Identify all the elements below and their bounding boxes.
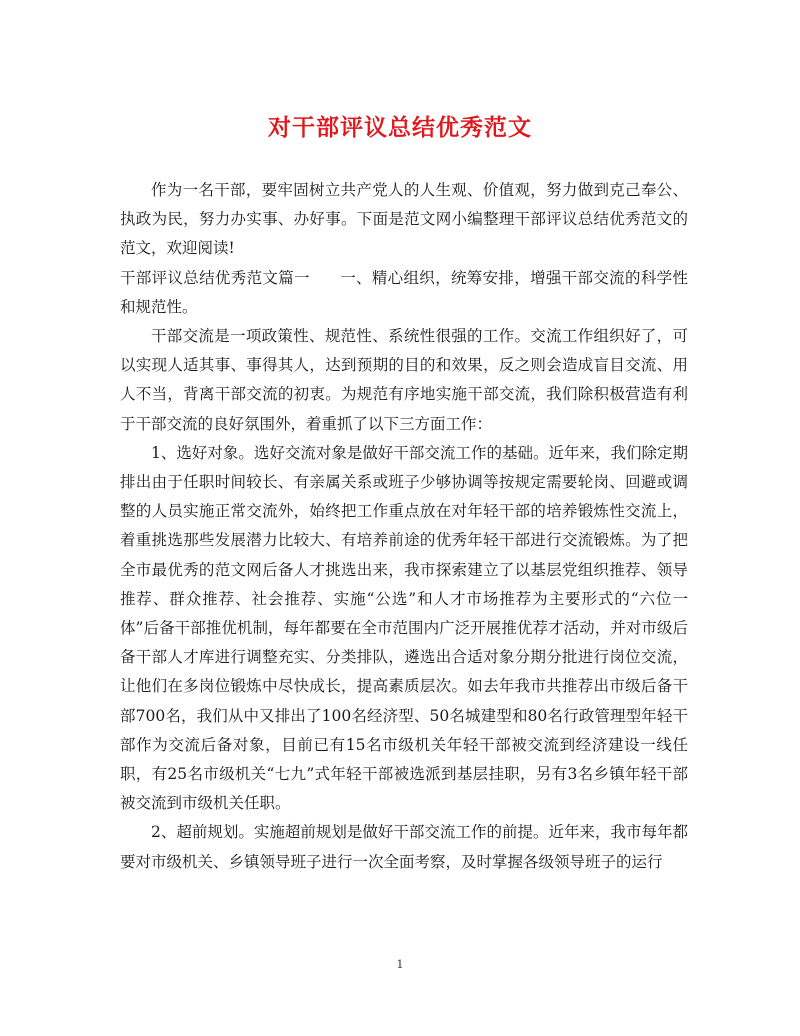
document-title: 对干部评议总结优秀范文 [268, 114, 532, 141]
section-label: 干部评议总结优秀范文篇一 [120, 268, 310, 287]
document-body [120, 176, 688, 877]
intro-paragraph: 作为一名干部，要牢固树立共产党人的人生观、价值观，努力做到克己奉公、执政为民，努力办实事、办好事。下面是范文网小编整理干部评议总结优秀范文的范文，欢迎阅读! [120, 181, 688, 258]
page-number: 1 [396, 958, 404, 971]
section-heading: 一、精心组织，统筹安排，增强干部交流的科学性和规范性。 [120, 268, 688, 316]
body-paragraph: 1、选好对象。选好交流对象是做好干部交流工作的基础。近年来，我们除定期排出由于任职时间较长、有亲属关系或班子少够协调等按规定需要轮岗、回避或调整的人员实施正常交流外，始终把工作重点放在对年轻干部的培养锻炼性交流上，着重挑选那些发展潜力比较大、有培养前途的优秀年轻干部进行交流锻炼。为了把全市最优秀的范文网后备人才挑选出来，我市探索建立了以基层党组织推荐、领导推荐、群众推荐、社会推荐、实施“公选”和人才市场推荐为主要形式的“六位一体”后备干部推优机制，每年都要在全市范围内广泛开展推优荐才活动，并对市级后备干部人才库进行调整充实、分类排队，遴选出合适对象分期分批进行岗位交流，让他们在多岗位锻炼中尽快成长，提高素质层次。如去年我市共推荐出市级后备干部700名，我们从中又排出了100名经济型、50名城建型和80名行政管理型年轻干部作为交流后备对象，目前已有15名市级机关年轻干部被交流到经济建设一线任职，有25名市级机关“七九”式年轻干部被选派到基层挂职，另有3名乡镇年轻干部被交流到市级机关任职。 [120, 443, 688, 813]
body-paragraph: 2、超前规划。实施超前规划是做好干部交流工作的前提。近年来，我市每年都要对市级机关、乡镇领导班子进行一次全面考察，及时掌握各级领导班子的运行 [120, 823, 688, 871]
body-paragraph: 干部交流是一项政策性、规范性、系统性很强的工作。交流工作组织好了，可以实现人适其事、事得其人，达到预期的目的和效果，反之则会造成盲目交流、用人不当，背离干部交流的初衷。为规范有序地实施干部交流，我们除积极营造有利于干部交流的良好氛围外，着重抓了以下三方面工作： [120, 327, 688, 433]
section-heading-line [120, 264, 688, 322]
